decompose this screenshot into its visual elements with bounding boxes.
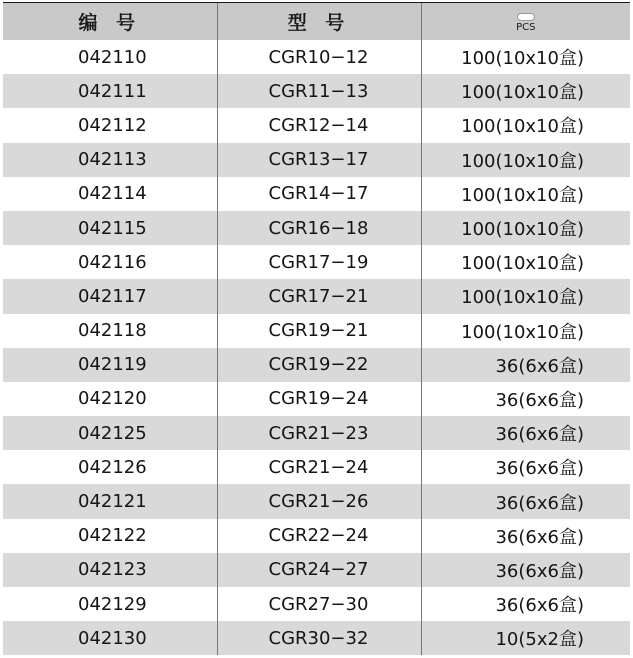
- model-cell: CGR19−21: [217, 314, 421, 348]
- code-cell: 042116: [3, 245, 217, 279]
- table-row: [3, 279, 630, 313]
- qty-cell: 100(10x10盒): [461, 82, 584, 104]
- qty-unit-marker: [517, 13, 535, 21]
- table-row: [3, 348, 630, 382]
- code-cell: 042118: [3, 314, 217, 348]
- code-cell: 042112: [3, 108, 217, 142]
- model-cell: CGR24−27: [217, 553, 421, 587]
- code-cell: 042130: [3, 621, 217, 655]
- code-cell: 042120: [3, 382, 217, 416]
- model-cell: CGR21−24: [217, 450, 421, 484]
- qty-cell: 100(10x10盒): [461, 321, 584, 343]
- table-row: [3, 382, 630, 416]
- qty-cell: 36(6x6盒): [495, 424, 584, 446]
- code-cell: 042110: [3, 40, 217, 74]
- qty-cell: 100(10x10盒): [461, 253, 584, 275]
- qty-cell: 36(6x6盒): [495, 560, 584, 582]
- header-qty: [421, 3, 630, 40]
- table-row: [3, 587, 630, 621]
- header-row: [3, 3, 630, 40]
- model-cell: CGR16−18: [217, 211, 421, 245]
- code-cell: 042121: [3, 484, 217, 518]
- table-row: [3, 40, 630, 74]
- qty-cell: 10(5x2盒): [495, 629, 584, 651]
- qty-cell: 36(6x6盒): [495, 355, 584, 377]
- qty-cell: 100(10x10盒): [461, 219, 584, 241]
- table-row: [3, 450, 630, 484]
- model-cell: CGR27−30: [217, 587, 421, 621]
- table-row: [3, 177, 630, 211]
- model-cell: CGR21−26: [217, 484, 421, 518]
- table-row: [3, 211, 630, 245]
- header-model: 型 号: [217, 3, 421, 40]
- model-cell: CGR21−23: [217, 416, 421, 450]
- table-row: [3, 416, 630, 450]
- model-cell: CGR17−19: [217, 245, 421, 279]
- qty-cell: 36(6x6盒): [495, 595, 584, 617]
- model-cell: CGR10−12: [217, 40, 421, 74]
- model-cell: CGR13−17: [217, 143, 421, 177]
- qty-cell: 100(10x10盒): [461, 287, 584, 309]
- code-cell: 042115: [3, 211, 217, 245]
- code-cell: 042117: [3, 279, 217, 313]
- code-cell: 042119: [3, 348, 217, 382]
- model-cell: CGR11−13: [217, 74, 421, 108]
- code-cell: 042114: [3, 177, 217, 211]
- qty-cell: 36(6x6盒): [495, 389, 584, 411]
- table-body: [3, 40, 630, 655]
- table-row: [3, 484, 630, 518]
- code-cell: 042129: [3, 587, 217, 621]
- code-cell: 042125: [3, 416, 217, 450]
- qty-cell: 100(10x10盒): [461, 150, 584, 172]
- model-cell: CGR14−17: [217, 177, 421, 211]
- table-row: [3, 143, 630, 177]
- model-cell: CGR22−24: [217, 519, 421, 553]
- header-qty-label: PCS: [516, 21, 536, 33]
- qty-cell: 36(6x6盒): [495, 458, 584, 480]
- table-row: [3, 108, 630, 142]
- model-cell: CGR12−14: [217, 108, 421, 142]
- table-row: [3, 621, 630, 655]
- table-header: [3, 3, 630, 40]
- model-cell: CGR17−21: [217, 279, 421, 313]
- table-row: [3, 74, 630, 108]
- qty-cell: 100(10x10盒): [461, 48, 584, 70]
- table-row: [3, 519, 630, 553]
- qty-cell: 100(10x10盒): [461, 184, 584, 206]
- table-row: [3, 245, 630, 279]
- product-table: [3, 3, 630, 655]
- table-row: [3, 553, 630, 587]
- code-cell: 042123: [3, 553, 217, 587]
- qty-cell: 36(6x6盒): [495, 492, 584, 514]
- product-table-container: [3, 2, 630, 654]
- model-cell: CGR19−22: [217, 348, 421, 382]
- header-code: 编 号: [3, 3, 217, 40]
- model-cell: CGR30−32: [217, 621, 421, 655]
- code-cell: 042111: [3, 74, 217, 108]
- code-cell: 042122: [3, 519, 217, 553]
- qty-cell: 100(10x10盒): [461, 116, 584, 138]
- table-row: [3, 314, 630, 348]
- qty-cell: 36(6x6盒): [495, 526, 584, 548]
- model-cell: CGR19−24: [217, 382, 421, 416]
- code-cell: 042113: [3, 143, 217, 177]
- code-cell: 042126: [3, 450, 217, 484]
